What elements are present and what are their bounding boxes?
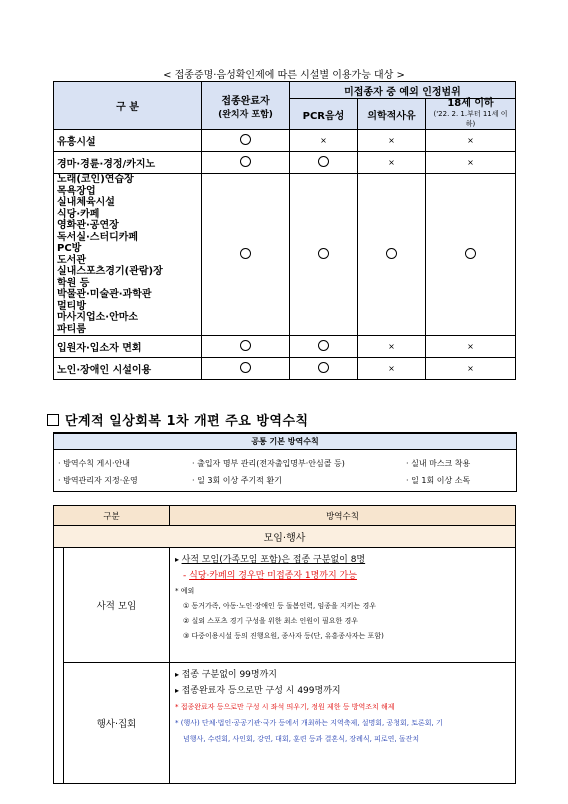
allowed-circle-icon bbox=[465, 248, 476, 259]
header-medical: 의학적사유 bbox=[358, 99, 426, 130]
triangle-bullet-icon: ▸ bbox=[175, 670, 180, 679]
header-category: 구 분 bbox=[54, 82, 202, 130]
triangle-bullet-icon: ▸ bbox=[175, 555, 180, 564]
cell-under18 bbox=[426, 152, 516, 174]
allowed-circle-icon bbox=[240, 156, 251, 167]
table-row bbox=[54, 336, 516, 358]
row-label: 노인·장애인 시설이용 bbox=[54, 358, 202, 380]
event-note: * 접종완료자 등으로만 구성 시 좌석 띄우기, 정원 제한 등 방역조치 해제 bbox=[175, 703, 395, 711]
not-allowed-x-icon: × bbox=[388, 136, 395, 145]
cell-pcr bbox=[290, 130, 358, 152]
facility-eligibility-table bbox=[53, 81, 516, 380]
not-allowed-x-icon: × bbox=[467, 342, 474, 351]
cell-vaccinated bbox=[202, 174, 290, 336]
basic-rules-box bbox=[53, 432, 517, 492]
facility-line: 실내체육시설 bbox=[57, 197, 115, 208]
square-bullet-icon bbox=[47, 414, 59, 426]
not-allowed-x-icon: × bbox=[467, 136, 474, 145]
table-row bbox=[54, 548, 516, 663]
allowed-circle-icon bbox=[240, 134, 251, 145]
header-pcr: PCR음성 bbox=[290, 99, 358, 130]
private-gathering-rules: ▸ 사적 모임(가족모임 포함)은 접종 구분없이 8명 - 식당·카페의 경우만 미접종자 1명까지 가능 * 예외 ① 동거가족, 아동·노인·장애인 등 돌봄인력, 임종을 지키는 경우 ② 실외 스포츠 경기 구성을 위한 최소 인원이 필요한 경우 ③ 다중이용시설 등의 진행요원, 종사자 등(단, 유흥종사자는 포함) bbox=[170, 548, 516, 663]
category-private-gathering: 사적 모임 bbox=[64, 548, 170, 663]
header-under18 bbox=[426, 99, 516, 130]
cell-under18 bbox=[426, 130, 516, 152]
header-under18-label: 18세 이하 bbox=[447, 98, 494, 109]
basic-rule-item: · 일 3회 이상 주기적 환기 bbox=[192, 476, 282, 485]
allowed-circle-icon bbox=[318, 362, 329, 373]
rule-line-highlight: 식당·카페의 경우만 미접종자 1명까지 가능 bbox=[189, 571, 357, 581]
cell-pcr bbox=[290, 336, 358, 358]
cell-vaccinated bbox=[202, 336, 290, 358]
not-allowed-x-icon: × bbox=[467, 364, 474, 373]
triangle-bullet-icon: ▸ bbox=[175, 686, 180, 695]
table-row bbox=[54, 130, 516, 152]
facility-line: PC방 bbox=[57, 243, 82, 254]
basic-rule-item: · 실내 마스크 착용 bbox=[406, 459, 471, 468]
header-unvaccinated-group: 미접종자 중 예외 인정범위 bbox=[290, 82, 516, 99]
allowed-circle-icon bbox=[318, 340, 329, 351]
exception-item: ③ 다중이용시설 등의 진행요원, 종사자 등(단, 유흥종사자는 포함) bbox=[183, 632, 384, 640]
allowed-circle-icon bbox=[386, 248, 397, 259]
quarantine-rules-table bbox=[53, 505, 516, 784]
facility-line: 파티룸 bbox=[57, 323, 86, 335]
header-rules: 방역수칙 bbox=[170, 506, 516, 526]
rule-line: 접종 구분없이 99명까지 bbox=[181, 670, 277, 680]
rule-line: 사적 모임(가족모임 포함)은 접종 구분없이 8명 bbox=[181, 555, 366, 565]
basic-rule-item: · 출입자 명부 관리(전자출입명부·안심콜 등) bbox=[192, 459, 345, 468]
cell-medical bbox=[358, 130, 426, 152]
facility-line: 독서실·스터디카페 bbox=[57, 231, 139, 243]
cell-medical bbox=[358, 358, 426, 380]
not-allowed-x-icon: × bbox=[467, 158, 474, 167]
cell-vaccinated bbox=[202, 358, 290, 380]
table-caption: < 접종증명·음성확인제에 따른 시설별 이용가능 대상 > bbox=[163, 70, 405, 81]
section-title bbox=[47, 410, 309, 429]
cell-medical bbox=[358, 336, 426, 358]
cell-medical bbox=[358, 174, 426, 336]
facility-line: 노래(코인)연습장 bbox=[57, 174, 134, 185]
table-row bbox=[54, 174, 516, 336]
exception-note: * 예외 bbox=[175, 587, 195, 595]
row-label: 유흥시설 bbox=[54, 130, 202, 152]
row-label: 입원자·입소자 면회 bbox=[54, 336, 202, 358]
basic-rule-item: · 방역관리자 지정·운영 bbox=[58, 476, 138, 485]
cell-medical bbox=[358, 152, 426, 174]
not-allowed-x-icon: × bbox=[388, 158, 395, 167]
table-row bbox=[54, 358, 516, 380]
cell-vaccinated bbox=[202, 130, 290, 152]
not-allowed-x-icon: × bbox=[320, 136, 327, 145]
facility-line: 학원 등 bbox=[57, 277, 90, 289]
row-label-multi bbox=[54, 174, 202, 336]
facility-line: 멀티방 bbox=[57, 300, 86, 312]
header-under18-sub: ('22. 2. 1.부터 11세 이하) bbox=[433, 110, 508, 128]
table-row bbox=[54, 663, 516, 784]
table-row bbox=[54, 152, 516, 174]
header-vaccinated bbox=[202, 82, 290, 130]
rule-line: 접종완료자 등으로만 구성 시 499명까지 bbox=[181, 686, 341, 696]
facility-line: 식당·카페 bbox=[57, 208, 100, 220]
category-event-assembly: 행사·집회 bbox=[64, 663, 170, 784]
indent-cell bbox=[54, 548, 64, 784]
not-allowed-x-icon: × bbox=[388, 342, 395, 351]
cell-pcr bbox=[290, 174, 358, 336]
allowed-circle-icon bbox=[240, 340, 251, 351]
not-allowed-x-icon: × bbox=[388, 364, 395, 373]
exception-item: ② 실외 스포츠 경기 구성을 위한 최소 인원이 필요한 경우 bbox=[183, 617, 359, 625]
row-label: 경마·경륜·경정/카지노 bbox=[54, 152, 202, 174]
facility-line: 목욕장업 bbox=[57, 185, 96, 197]
cell-vaccinated bbox=[202, 152, 290, 174]
allowed-circle-icon bbox=[318, 248, 329, 259]
cell-under18 bbox=[426, 174, 516, 336]
cell-under18 bbox=[426, 358, 516, 380]
exception-item: ① 동거가족, 아동·노인·장애인 등 돌봄인력, 임종을 지키는 경우 bbox=[183, 602, 377, 610]
facility-line: 영화관·공연장 bbox=[57, 220, 119, 231]
event-note: * (행사) 단체·법인·공공기관·국가 등에서 개최하는 지역축제, 설명회, 공청회, 토론회, 기 bbox=[175, 719, 443, 727]
basic-rules-header: 공통 기본 방역수칙 bbox=[54, 434, 516, 450]
allowed-circle-icon bbox=[240, 248, 251, 259]
facility-line: 도서관 bbox=[57, 254, 86, 266]
section-title-text: 단계적 일상회복 1차 개편 주요 방역수칙 bbox=[65, 414, 309, 429]
facility-line: 실내스포츠경기(관람)장 bbox=[57, 266, 163, 277]
cell-pcr bbox=[290, 152, 358, 174]
event-note: 념행사, 수련회, 사인회, 강연, 대회, 훈련 등과 결혼식, 장례식, 피로연, 돌잔치 bbox=[183, 735, 420, 743]
group-heading: 모임·행사 bbox=[54, 526, 516, 548]
event-assembly-rules bbox=[170, 663, 516, 784]
facility-line: 박물관·미술관·과학관 bbox=[57, 289, 152, 300]
allowed-circle-icon bbox=[240, 362, 251, 373]
facility-line: 마사지업소·안마소 bbox=[57, 312, 139, 323]
header-vaccinated-label: 접종완료자 bbox=[221, 95, 270, 107]
allowed-circle-icon bbox=[318, 156, 329, 167]
cell-pcr bbox=[290, 358, 358, 380]
basic-rule-item: · 일 1회 이상 소독 bbox=[406, 476, 471, 485]
header-vaccinated-sub: (완치자 포함) bbox=[218, 109, 273, 120]
basic-rule-item: · 방역수칙 게시·안내 bbox=[58, 459, 130, 468]
cell-under18 bbox=[426, 336, 516, 358]
header-category: 구분 bbox=[54, 506, 170, 526]
